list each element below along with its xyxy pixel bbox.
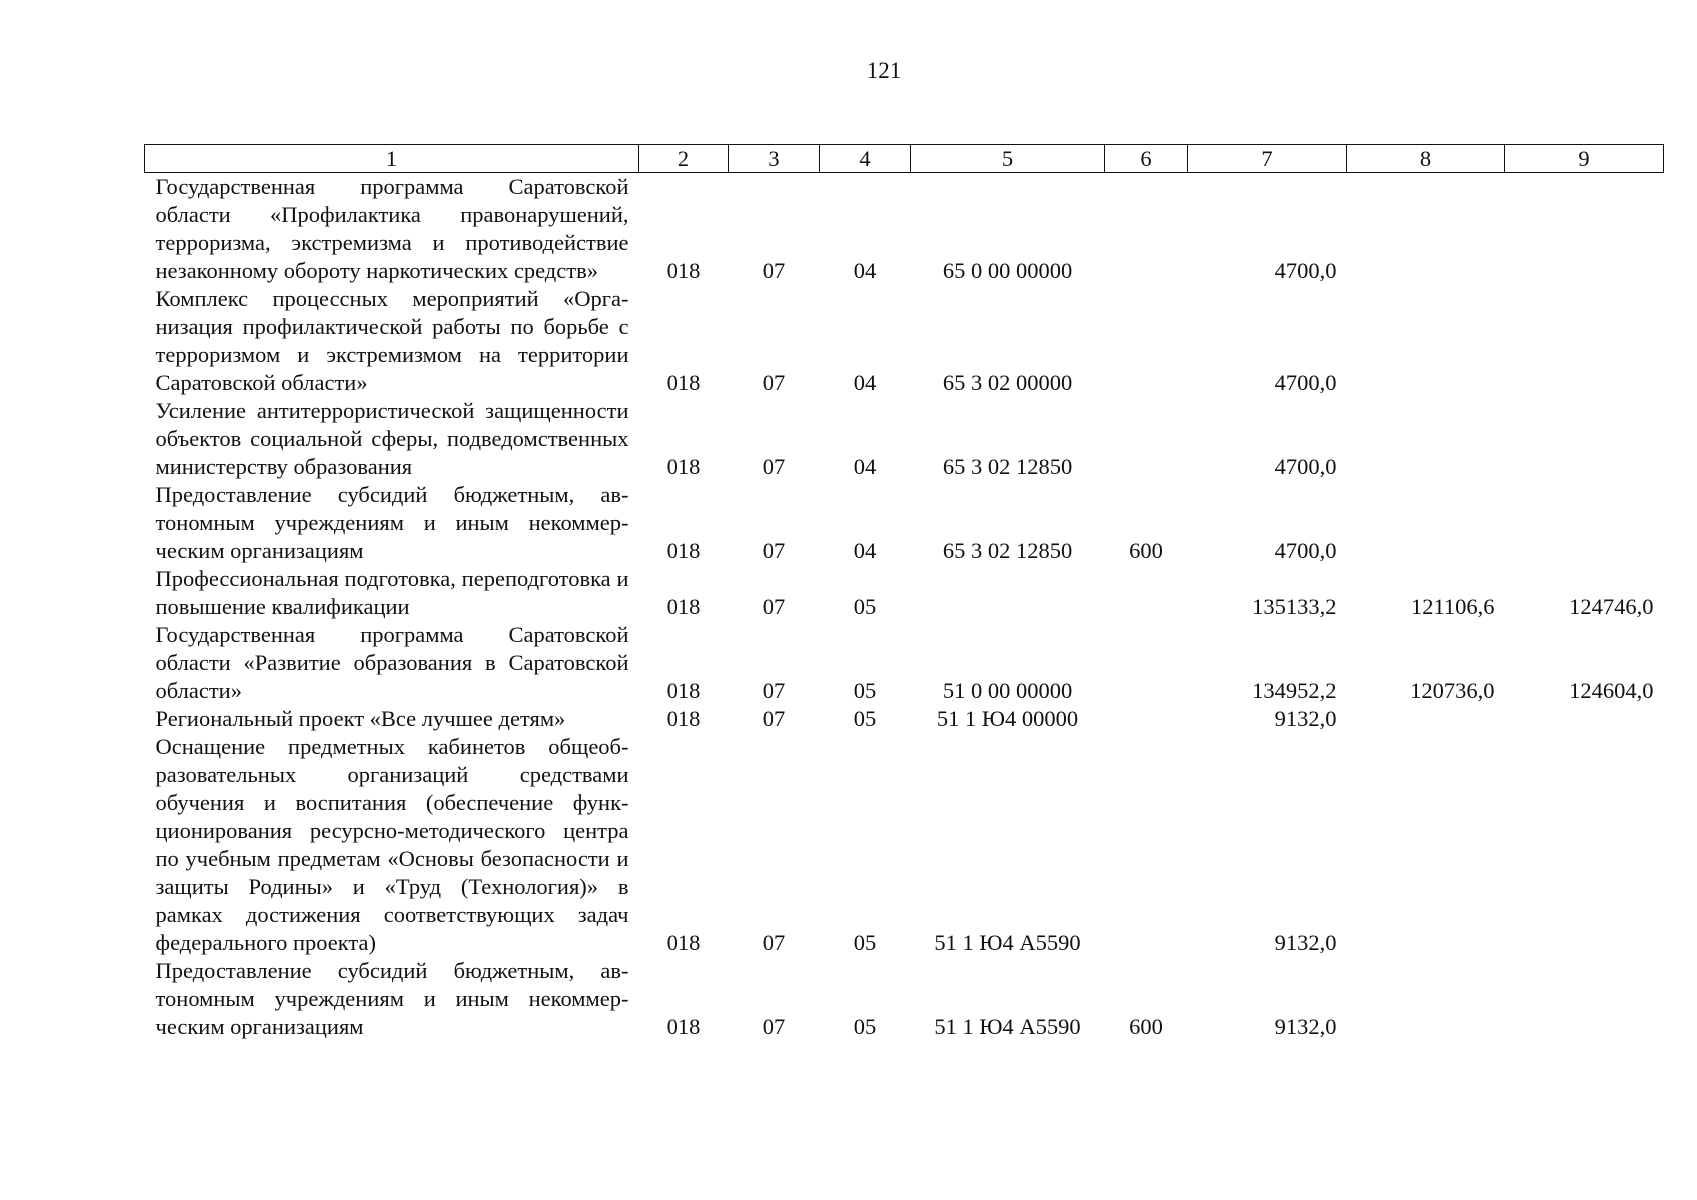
row-expense-type — [1105, 733, 1188, 957]
table-row — [145, 705, 1664, 733]
row-expense-type — [1105, 173, 1188, 286]
column-header: 7 — [1188, 145, 1347, 173]
column-number-header — [145, 145, 1664, 173]
row-target-code: 51 0 00 00000 — [942, 678, 1073, 703]
row-ministry-code: 018 — [666, 594, 701, 619]
column-header: 4 — [820, 145, 911, 173]
row-target-code: 65 3 02 00000 — [942, 370, 1073, 395]
row-section-code: 07 — [762, 1014, 786, 1039]
row-subsection-code: 05 — [853, 1014, 877, 1039]
row-amount-3: 124604,0 — [1569, 678, 1654, 703]
row-amount-1: 134952,2 — [1252, 678, 1337, 703]
row-amount-2 — [1347, 173, 1505, 286]
table-row — [145, 565, 1664, 621]
row-target-code: 51 1 Ю4 А5590 — [934, 930, 1081, 955]
row-amount-1: 9132,0 — [1274, 930, 1337, 955]
table-row — [145, 173, 1664, 286]
table-row — [145, 397, 1664, 481]
row-section-code: 07 — [762, 706, 786, 731]
row-amount-1: 4700,0 — [1274, 370, 1337, 395]
row-amount-1: 4700,0 — [1274, 258, 1337, 283]
column-header: 2 — [639, 145, 729, 173]
row-amount-3 — [1505, 481, 1664, 565]
row-amount-3 — [1505, 733, 1664, 957]
row-amount-3 — [1505, 173, 1664, 286]
row-amount-1: 9132,0 — [1274, 706, 1337, 731]
column-header: 6 — [1105, 145, 1188, 173]
row-amount-1: 4700,0 — [1274, 538, 1337, 563]
row-amount-2 — [1347, 957, 1505, 1041]
row-amount-3 — [1505, 705, 1664, 733]
row-amount-3 — [1505, 957, 1664, 1041]
row-ministry-code: 018 — [666, 370, 701, 395]
row-subsection-code: 04 — [853, 258, 877, 283]
row-name: Комплекс процессных мероприятий «Организация профилактической работы по борьбе с терроризмом и экстремизмом на территории Саратовской области» — [155, 286, 629, 395]
row-target-code — [911, 565, 1105, 621]
row-amount-3 — [1505, 397, 1664, 481]
row-expense-type — [1105, 705, 1188, 733]
row-expense-type: 600 — [1129, 538, 1163, 563]
row-amount-2 — [1347, 733, 1505, 957]
row-name: Предоставление субсидий бюджетным, автономным учреждениям и иным некоммерческим организациям — [155, 958, 629, 1039]
row-amount-2 — [1347, 705, 1505, 733]
row-amount-1: 135133,2 — [1252, 594, 1337, 619]
row-amount-2: 120736,0 — [1410, 678, 1495, 703]
row-target-code: 65 3 02 12850 — [942, 454, 1073, 479]
column-header: 3 — [729, 145, 820, 173]
row-expense-type — [1105, 565, 1188, 621]
row-ministry-code: 018 — [666, 454, 701, 479]
column-header: 1 — [145, 145, 639, 173]
page-number: 121 — [866, 58, 902, 83]
column-header: 8 — [1347, 145, 1505, 173]
row-subsection-code: 05 — [853, 930, 877, 955]
row-ministry-code: 018 — [666, 706, 701, 731]
row-amount-1: 4700,0 — [1274, 454, 1337, 479]
row-section-code: 07 — [762, 370, 786, 395]
column-header: 9 — [1505, 145, 1664, 173]
row-section-code: 07 — [762, 538, 786, 563]
row-subsection-code: 05 — [853, 594, 877, 619]
row-subsection-code: 04 — [853, 538, 877, 563]
row-ministry-code: 018 — [666, 1014, 701, 1039]
row-name: Предоставление субсидий бюджетным, автономным учреждениям и иным некоммерческим организациям — [155, 482, 629, 563]
row-expense-type — [1105, 621, 1188, 705]
row-target-code: 65 0 00 00000 — [942, 258, 1073, 283]
row-name: Профессиональная подготовка, переподготовка и повышение квалификации — [155, 566, 629, 619]
row-target-code: 51 1 Ю4 00000 — [936, 706, 1079, 731]
column-header: 5 — [911, 145, 1105, 173]
row-section-code: 07 — [762, 258, 786, 283]
table-row — [145, 621, 1664, 705]
row-section-code: 07 — [762, 594, 786, 619]
row-ministry-code: 018 — [666, 930, 701, 955]
row-name: Усиление антитеррористической защищенности объектов социальной сферы, подведомственных министерству образования — [155, 398, 629, 479]
row-name: Государственная программа Саратовской области «Профилактика правонарушений, терроризма, экстремизма и противодействие незаконному обороту наркотических средств» — [155, 174, 629, 283]
row-ministry-code: 018 — [666, 258, 701, 283]
table-row — [145, 285, 1664, 397]
table-row — [145, 481, 1664, 565]
row-section-code: 07 — [762, 678, 786, 703]
row-name: Оснащение предметных кабинетов общеобразовательных организаций средствами обучения и воспитания (обеспечение функционирования ресурсно-методического центра по учебным предметам «Основы безопасности и защиты Родины» и «Труд (Технология)» в рамках достижения соответствующих задач федерального проекта) — [155, 734, 629, 955]
row-subsection-code: 04 — [853, 370, 877, 395]
row-amount-3: 124746,0 — [1569, 594, 1654, 619]
row-ministry-code: 018 — [666, 678, 701, 703]
row-subsection-code: 04 — [853, 454, 877, 479]
row-amount-2 — [1347, 481, 1505, 565]
row-amount-2 — [1347, 397, 1505, 481]
budget-table — [144, 144, 1664, 1041]
row-expense-type — [1105, 397, 1188, 481]
row-ministry-code: 018 — [666, 538, 701, 563]
row-expense-type: 600 — [1129, 1014, 1163, 1039]
row-section-code: 07 — [762, 454, 786, 479]
table-row — [145, 957, 1664, 1041]
row-amount-2: 121106,6 — [1410, 594, 1495, 619]
table-row — [145, 733, 1664, 957]
row-target-code: 65 3 02 12850 — [942, 538, 1073, 563]
row-amount-1: 9132,0 — [1274, 1014, 1337, 1039]
row-section-code: 07 — [762, 930, 786, 955]
row-target-code: 51 1 Ю4 А5590 — [934, 1014, 1081, 1039]
row-expense-type — [1105, 285, 1188, 397]
row-amount-3 — [1505, 285, 1664, 397]
row-subsection-code: 05 — [853, 706, 877, 731]
row-amount-2 — [1347, 285, 1505, 397]
row-name: Региональный проект «Все лучшее детям» — [155, 706, 566, 731]
row-name: Государственная программа Саратовской области «Развитие образования в Саратовской области» — [155, 622, 629, 703]
row-subsection-code: 05 — [853, 678, 877, 703]
